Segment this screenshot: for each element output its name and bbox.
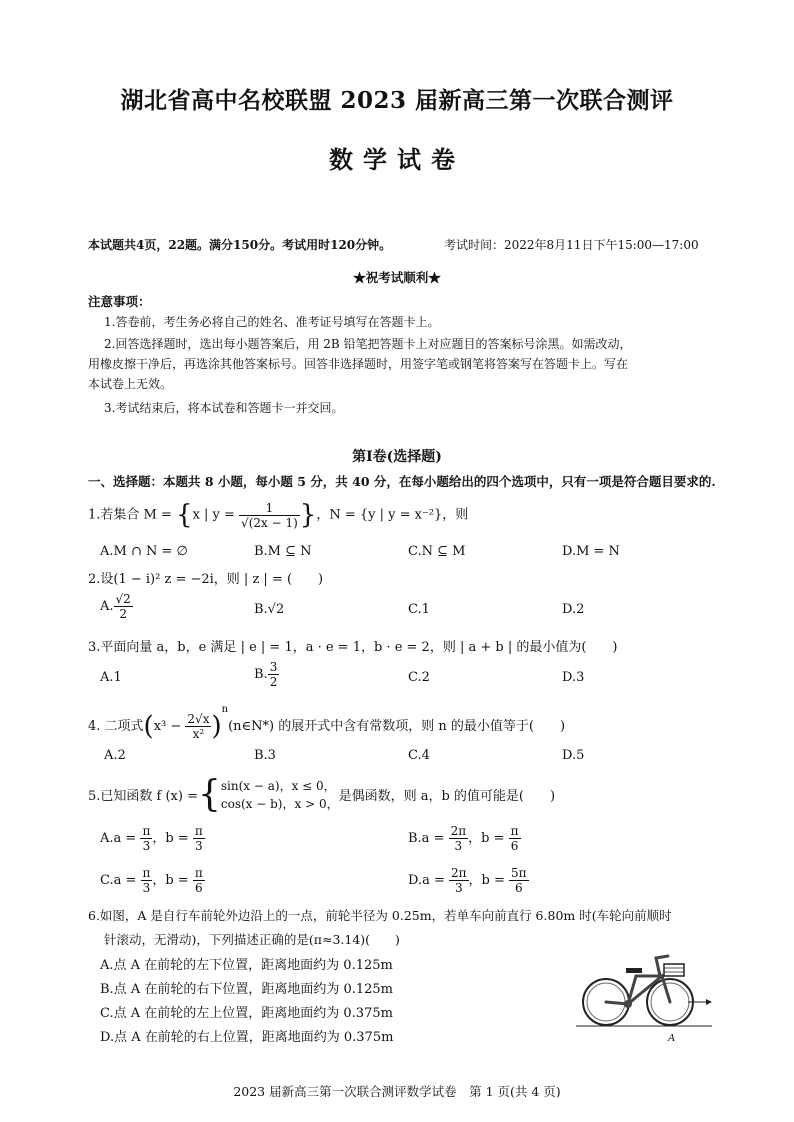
exam-subtitle: 数学试卷	[329, 145, 465, 174]
q3-option-b: B. $\frac{3}{2}$	[254, 660, 278, 689]
question-6: 6.如图，A 是自行车前轮外边沿上的一点，前轮半径为 0.25m，若单车向前直行 6.80m 时(车轮向前顺时	[88, 908, 672, 923]
q4-option-b: B.3	[254, 748, 276, 763]
note-2-cont: 用橡皮擦干净后，再选涂其他答案标号。回答非选择题时，用签字笔或钢笔将答案写在答题卡上。写在	[88, 357, 629, 371]
q5-option-d: D.a = $\frac{2\pi}{3}$ ，b = $\frac{5\pi}{6}$	[408, 866, 527, 895]
page-footer: 2023 届新高三第一次联合测评数学试卷 第 1 页(共 4 页)	[233, 1084, 561, 1099]
q2-option-d: D.2	[562, 602, 585, 617]
q6-option-c: C.点 A 在前轮的左上位置，距离地面约为 0.375m	[100, 1006, 393, 1021]
exam-title: 湖北省高中名校联盟 2023 届新高三第一次联合测评	[120, 87, 674, 114]
q4-option-d: D.5	[562, 748, 585, 763]
q6-option-b: B.点 A 在前轮的右下位置，距离地面约为 0.125m	[100, 982, 394, 997]
q4-option-c: C.4	[408, 748, 430, 763]
q1-option-a: A.M ∩ N = ∅	[100, 544, 188, 559]
q1-option-b: B.M ⊆ N	[254, 544, 312, 559]
q5-option-b: B.a = $\frac{2\pi}{3}$ ，b = $\frac{\pi}{6}$	[408, 824, 519, 853]
question-2: 2.设(1 − i)² z = −2i，则 | z | = ( )	[88, 572, 324, 587]
question-5: 5.已知函数 f (x) ={ sin(x − a)，x ≤ 0， cos(x − b)，x > 0， 是偶函数，则 a，b 的值可能是( )	[88, 774, 556, 815]
note-2: 2.回答选择题时，选出每小题答案后，用 2B 铅笔把答题卡上对应题目的答案标号涂黑。如需改动，	[104, 337, 632, 351]
q2-option-c: C.1	[408, 602, 430, 617]
section-title: 第Ⅰ卷(选择题)	[352, 449, 442, 465]
notes-heading: 注意事项：	[88, 294, 151, 309]
bicycle-figure	[576, 946, 712, 1046]
q1-option-d: D.M = N	[562, 544, 620, 559]
note-2-end: 本试卷上无效。	[88, 377, 173, 391]
question-3: 3.平面向量 a，b，e 满足 | e | = 1，a · e = 1，b · e = 2，则 | a + b | 的最小值为( )	[88, 640, 618, 655]
q1-option-c: C.N ⊆ M	[408, 544, 466, 559]
exam-time: 考试时间：2022年8月11日下午15:00—17:00	[444, 238, 699, 252]
q5-option-a: A.a = $\frac{\pi}{3}$ ，b = $\frac{\pi}{3}$	[100, 824, 203, 853]
q4-option-a: A.2	[104, 748, 126, 763]
q2-option-b: B.√2	[254, 602, 285, 617]
question-4: 4. 二项式(x³ − $\frac{2√x}{\text{x²}}$ )$^n$(n∈N*) 的展开式中含有常数项，则 n 的最小值等于( )	[88, 704, 566, 742]
q3-option-d: D.3	[562, 670, 585, 685]
question-1: 1.若集合 M = {x | y = $\frac{1}{√(2x - 1)}$ }，N = {y | y = x⁻²}，则	[88, 500, 469, 530]
wish-line: ★祝考试顺利★	[353, 270, 441, 285]
note-1: 1.答卷前，考生务必将自己的姓名、准考证号填写在答题卡上。	[104, 315, 440, 329]
q3-option-a: A.1	[100, 670, 122, 685]
part-instructions: 一、选择题：本题共 8 小题，每小题 5 分，共 40 分，在每小题给出的四个选项中，只有一项是符合题目要求的.	[88, 474, 716, 489]
exam-info: 本试题共4页，22题。满分150分。考试用时120分钟。	[88, 238, 392, 252]
q6-option-d: D.点 A 在前轮的右上位置，距离地面约为 0.375m	[100, 1030, 394, 1045]
q5-option-c: C.a = $\frac{\pi}{3}$ ，b = $\frac{\pi}{6}$	[100, 866, 203, 895]
question-6-cont: 针滚动，无滑动)，下列描述正确的是(π≈3.14)( )	[104, 932, 400, 947]
figure-point-label: A	[668, 1032, 675, 1044]
q3-option-c: C.2	[408, 670, 430, 685]
q2-option-a: A. $\frac{√2}{2}$	[100, 592, 131, 621]
q6-option-a: A.点 A 在前轮的左下位置，距离地面约为 0.125m	[100, 958, 393, 973]
note-3: 3.考试结束后，将本试卷和答题卡一并交回。	[104, 401, 344, 415]
